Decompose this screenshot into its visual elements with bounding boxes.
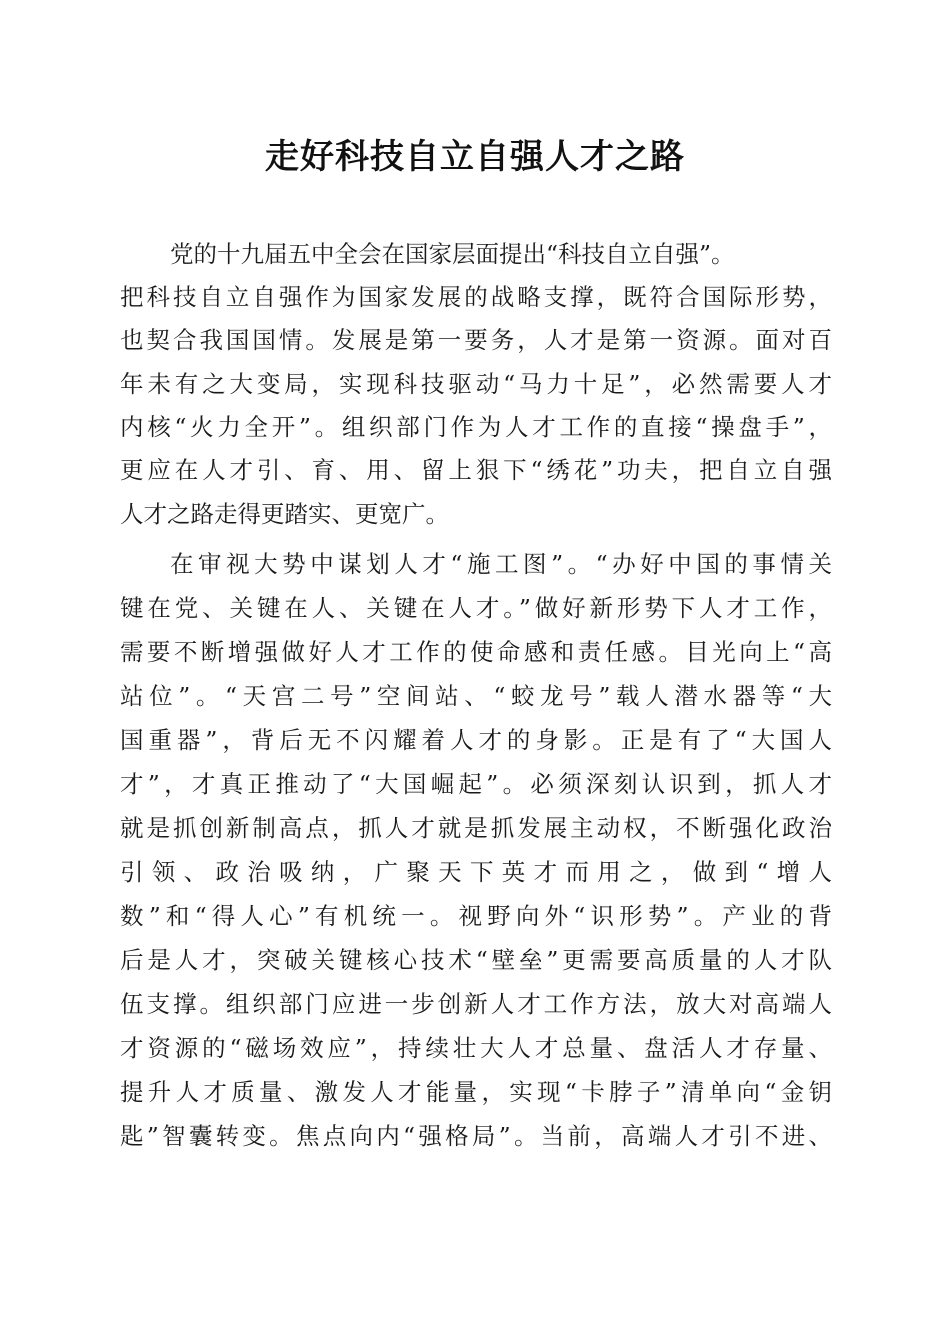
paragraph-2-line-9: 数”和“得人心”有机统一。视野向外“识形势”。产业的背 xyxy=(120,902,832,930)
paragraph-2-line-11: 伍支撑。组织部门应进一步创新人才工作方法，放大对高端人 xyxy=(120,990,832,1018)
paragraph-2-line-2: 键在党、关键在人、关键在人才。”做好新形势下人才工作， xyxy=(120,594,832,622)
paragraph-2-line-14: 匙”智囊转变。焦点向内“强格局”。当前，高端人才引不进、 xyxy=(120,1122,832,1150)
paragraph-2-line-7: 就是抓创新制高点，抓人才就是抓发展主动权，不断强化政治 xyxy=(120,814,832,842)
paragraph-1-line-3: 也契合我国国情。发展是第一要务，人才是第一资源。面对百 xyxy=(120,326,832,354)
paragraph-2-line-13: 提升人才质量、激发人才能量，实现“卡脖子”清单向“金钥 xyxy=(120,1078,832,1106)
paragraph-1-line-5: 内核“火力全开”。组织部门作为人才工作的直接“操盘手”， xyxy=(120,413,832,441)
paragraph-1-line-6: 更应在人才引、育、用、留上狠下“绣花”功夫，把自立自强 xyxy=(120,456,832,484)
paragraph-2-line-8: 引领、政治吸纳，广聚天下英才而用之，做到“增人 xyxy=(120,858,832,886)
paragraph-2-line-5: 国重器”，背后无不闪耀着人才的身影。正是有了“大国人 xyxy=(120,726,832,754)
paragraph-1-line-2: 把科技自立自强作为国家发展的战略支撑，既符合国际形势， xyxy=(120,283,832,311)
paragraph-1-line-4: 年未有之大变局，实现科技驱动“马力十足”，必然需要人才 xyxy=(120,370,832,398)
paragraph-2-line-12: 才资源的“磁场效应”，持续壮大人才总量、盘活人才存量、 xyxy=(120,1034,832,1062)
paragraph-1-line-1: 党的十九届五中全会在国家层面提出“科技自立自强”。 xyxy=(170,240,735,268)
document-title: 走好科技自立自强人才之路 xyxy=(265,137,685,177)
paragraph-1-line-7: 人才之路走得更踏实、更宽广。 xyxy=(120,500,449,528)
paragraph-2-line-4: 站位”。“天宫二号”空间站、“蛟龙号”载人潜水器等“大 xyxy=(120,682,832,710)
paragraph-2-line-3: 需要不断增强做好人才工作的使命感和责任感。目光向上“高 xyxy=(120,638,832,666)
paragraph-2-line-10: 后是人才，突破关键核心技术“壁垒”更需要高质量的人才队 xyxy=(120,946,832,974)
paragraph-2-line-1: 在审视大势中谋划人才“施工图”。“办好中国的事情关 xyxy=(170,550,832,578)
paragraph-2-line-6: 才”，才真正推动了“大国崛起”。必须深刻认识到，抓人才 xyxy=(120,770,832,798)
